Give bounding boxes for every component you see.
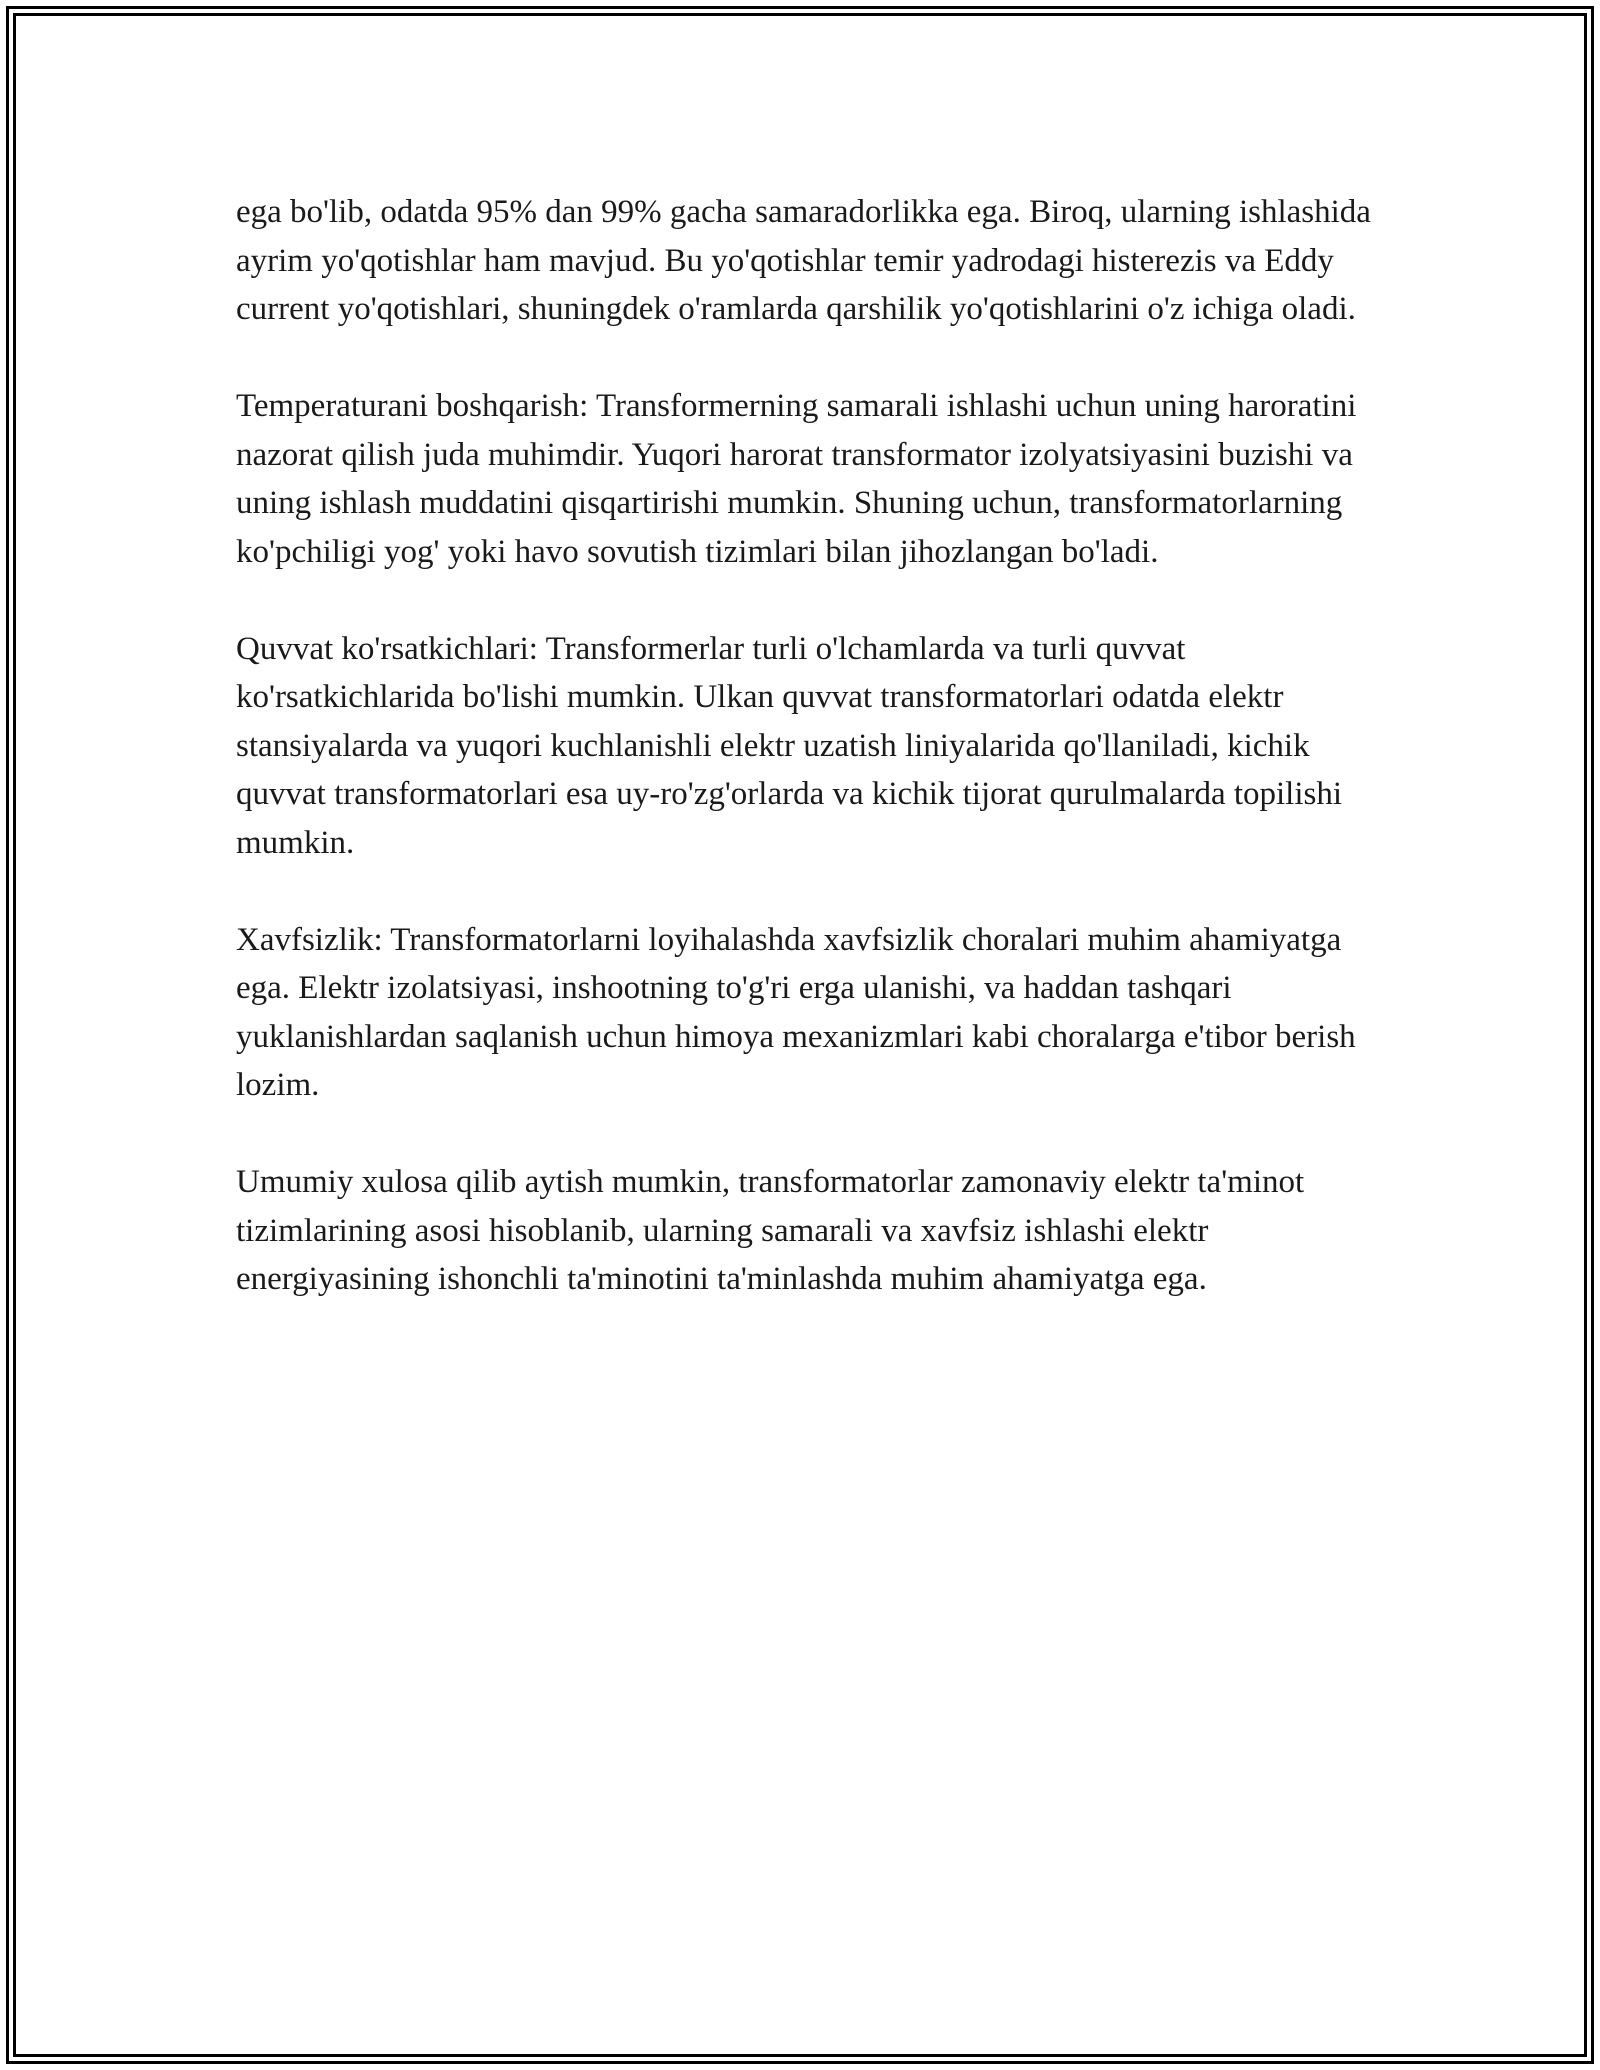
paragraph-power-ratings: Quvvat ko'rsatkichlari: Transformerlar turli o'lchamlarda va turli quvvat ko'rsatkichlarida bo'lishi mumkin. Ulkan quvvat transformatorlari odatda elektr stansiyalarda va yuqori kuchlanishli elektr uzatish liniyalarida qo'llaniladi, kichik quvvat transformatorlari esa uy-ro'zg'orlarda va kichik tijorat qurulmalarda topilishi mumkin. bbox=[236, 630, 1343, 861]
paragraph-conclusion: Umumiy xulosa qilib aytish mumkin, transformatorlar zamonaviy elektr ta'minot tizimlarining asosi hisoblanib, ularning samarali va xavfsiz ishlashi elektr energiyasining ishonchli ta'minotini ta'minlashda muhim ahamiyatga ega. bbox=[236, 1164, 1305, 1297]
document-body bbox=[236, 188, 1376, 1304]
paragraph-safety: Xavfsizlik: Transformatorlarni loyihalashda xavfsizlik choralari muhim ahamiyatga ega. Elektr izolatsiyasi, inshootning to'g'ri erga ulanishi, va haddan tashqari yuklanishlardan saqlanish uchun himoya mexanizmlari kabi choralarga e'tibor berish lozim. bbox=[236, 921, 1356, 1103]
paragraph-temperature-control: Temperaturani boshqarish: Transformerning samarali ishlashi uchun uning haroratini nazorat qilish juda muhimdir. Yuqori harorat transformator izolyatsiyasini buzishi va uning ishlash muddatini qisqartirishi mumkin. Shuning uchun, transformatorlarning ko'pchiligi yog' yoki havo sovutish tizimlari bilan jihozlangan bo'ladi. bbox=[236, 388, 1357, 570]
paragraph-efficiency: ega bo'lib, odatda 95% dan 99% gacha samaradorlikka ega. Biroq, ularning ishlashida ayrim yo'qotishlar ham mavjud. Bu yo'qotishlar temir yadrodagi histerezis va Eddy current yo'qotishlari, shuningdek o'ramlarda qarshilik yo'qotishlarini o'z ichiga oladi. bbox=[236, 194, 1371, 327]
